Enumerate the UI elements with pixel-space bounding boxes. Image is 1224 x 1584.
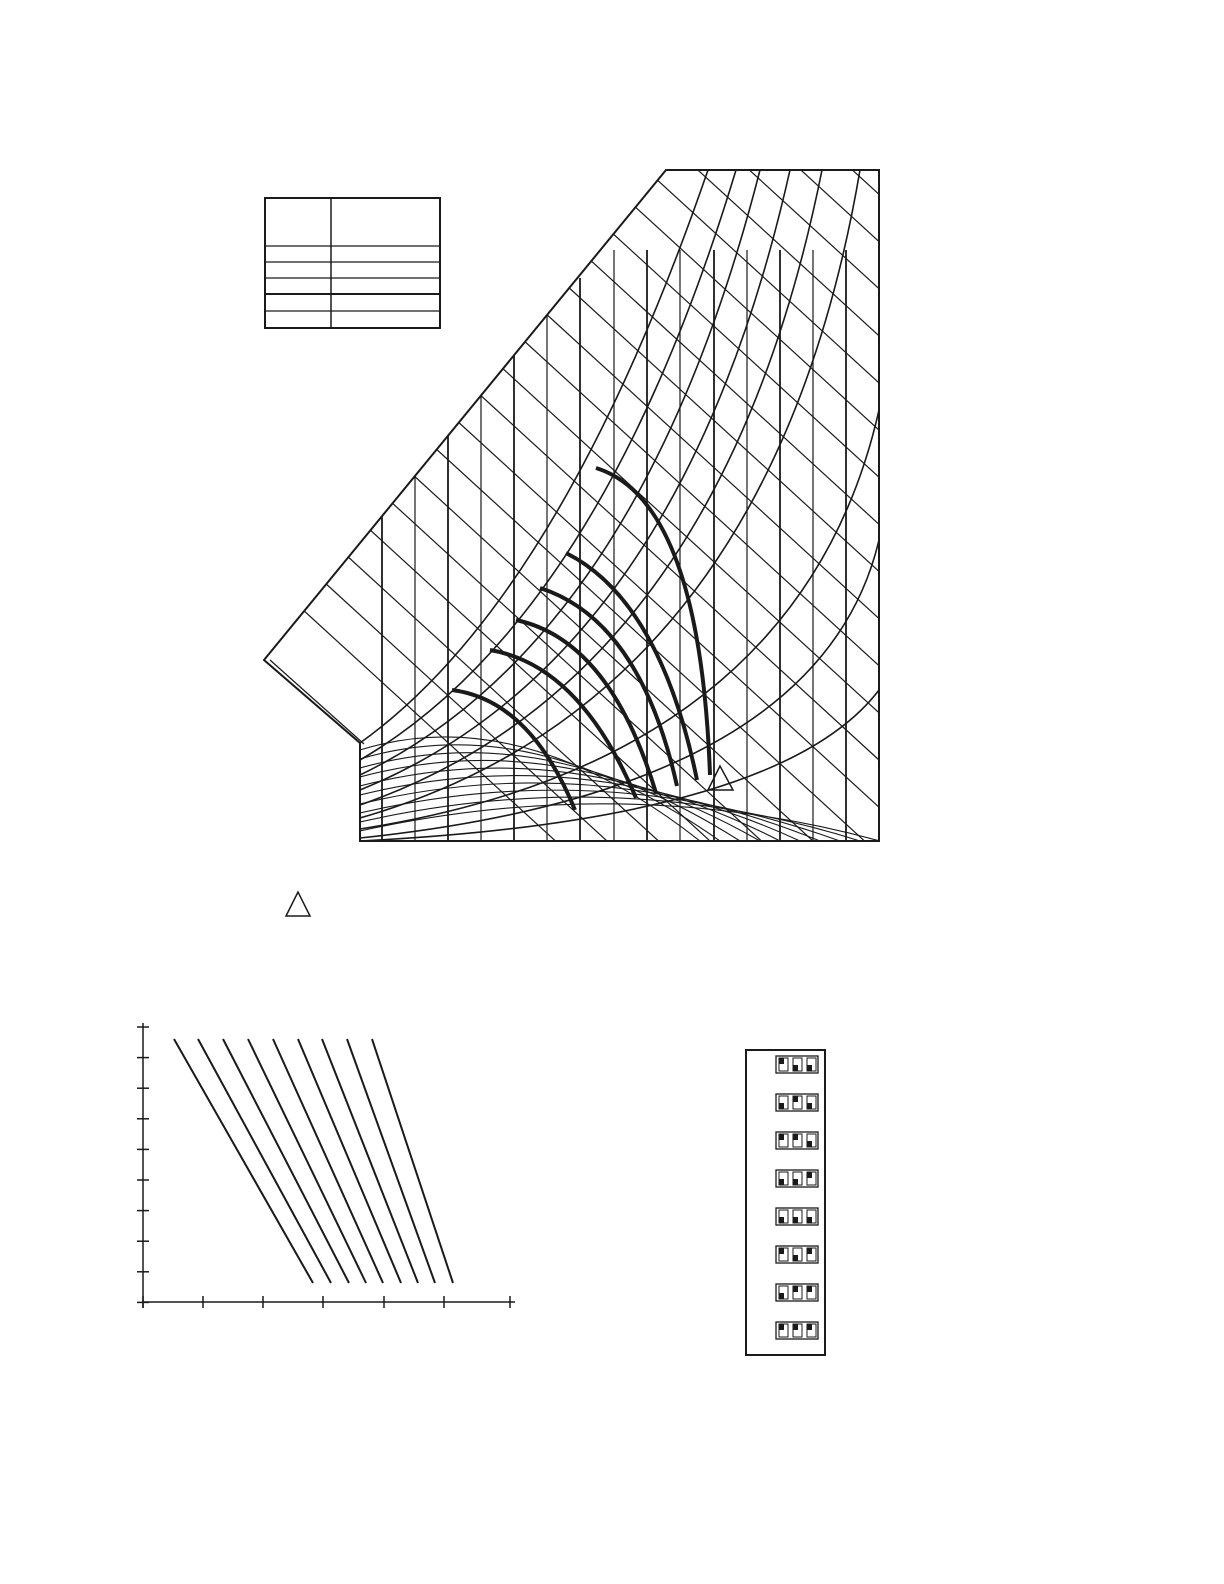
fan-chart <box>264 0 1224 1138</box>
dip-switch-icon <box>776 1208 818 1225</box>
series-line <box>223 1039 349 1283</box>
series-line <box>322 1039 418 1283</box>
hatch-line <box>664 139 1224 679</box>
operating-curves <box>452 468 710 810</box>
series-line <box>248 1039 366 1283</box>
series-line <box>174 1039 313 1283</box>
sweep-curve <box>360 170 708 743</box>
chart-series <box>174 1039 453 1283</box>
line-chart <box>137 1023 515 1308</box>
series-line <box>198 1039 331 1283</box>
sweep-curve <box>360 170 822 805</box>
hatch-line <box>774 4 1224 544</box>
series-line <box>273 1039 383 1283</box>
fan-chart-inner-edge <box>270 660 364 744</box>
hatch-line <box>752 31 1224 571</box>
legend-table <box>265 198 440 328</box>
hatch-line <box>686 112 1224 652</box>
hatch-line <box>796 0 1224 517</box>
dip-switch-icon <box>776 1094 818 1111</box>
dip-switch-icon <box>776 1132 818 1149</box>
fan-chart-outline <box>264 170 879 841</box>
dip-switch-icon <box>776 1284 818 1301</box>
dip-switch-icon <box>776 1170 818 1187</box>
hatch-line <box>730 58 1224 598</box>
dip-switch-icon <box>776 1056 818 1073</box>
series-line <box>298 1039 401 1283</box>
triangle-icon <box>286 892 310 916</box>
sweep-curves <box>360 170 879 841</box>
operating-curve <box>516 620 656 793</box>
series-line <box>347 1039 435 1283</box>
dip-switch-icon <box>776 1246 818 1263</box>
series-line <box>372 1039 453 1283</box>
fan-line <box>360 783 820 841</box>
dip-switch-panel <box>746 1050 825 1355</box>
hatch-line <box>708 85 1224 625</box>
dip-switch-icon <box>776 1322 818 1339</box>
hatch-line <box>642 166 1224 706</box>
hatch-line <box>840 0 1224 463</box>
